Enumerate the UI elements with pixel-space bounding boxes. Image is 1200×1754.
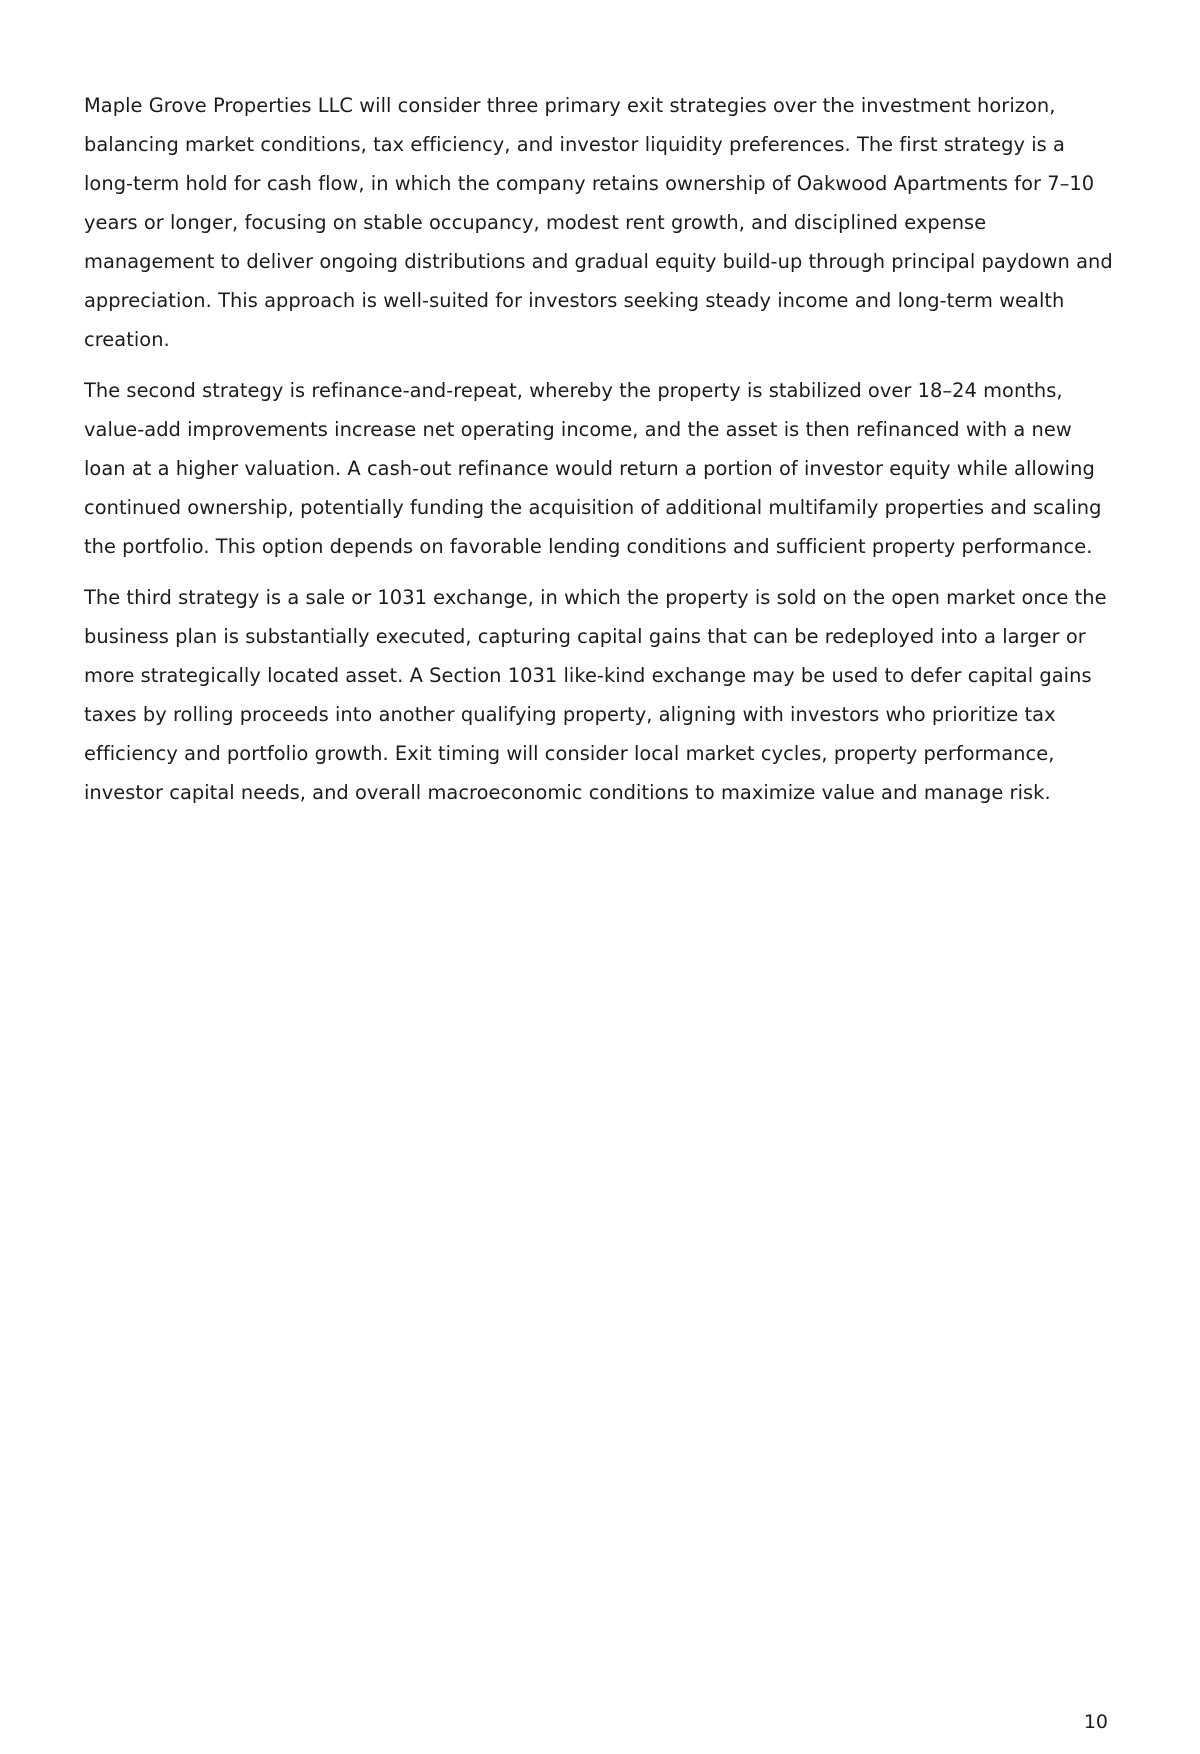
- page-number: 10: [1083, 1711, 1108, 1733]
- paragraph-long-term-hold: Maple Grove Properties LLC will consider three primary exit strategies over the investment horizon, balancing market conditions, tax efficiency, and investor liquidity preferences. The first strategy is a long-term hold for cash flow, in which the company retains ownership of Oakwood Apartments for 7–10 years or longer, focusing on stable occupancy, modest rent growth, and disciplined expense management to deliver ongoing distributions and gradual equity build-up through principal paydown and appreciation. This approach is well-suited for investors seeking steady income and long-term wealth creation.: [84, 94, 1113, 351]
- document-body: [84, 86, 1114, 824]
- paragraph-refinance-and-repeat: The second strategy is refinance-and-repeat, whereby the property is stabilized over 18–24 months, value-add improvements increase net operating income, and the asset is then refinanced with a new loan at a higher valuation. A cash-out refinance would return a portion of investor equity while allowing continued ownership, potentially funding the acquisition of additional multifamily properties and scaling the portfolio. This option depends on favorable lending conditions and sufficient property performance.: [84, 379, 1102, 558]
- paragraph-sale-or-1031-exchange: The third strategy is a sale or 1031 exchange, in which the property is sold on the open market once the business plan is substantially executed, capturing capital gains that can be redeployed into a larger or more strategically located asset. A Section 1031 like-kind exchange may be used to defer capital gains taxes by rolling proceeds into another qualifying property, aligning with investors who prioritize tax efficiency and portfolio growth. Exit timing will consider local market cycles, property performance, investor capital needs, and overall macroeconomic conditions to maximize value and manage risk.: [84, 586, 1107, 804]
